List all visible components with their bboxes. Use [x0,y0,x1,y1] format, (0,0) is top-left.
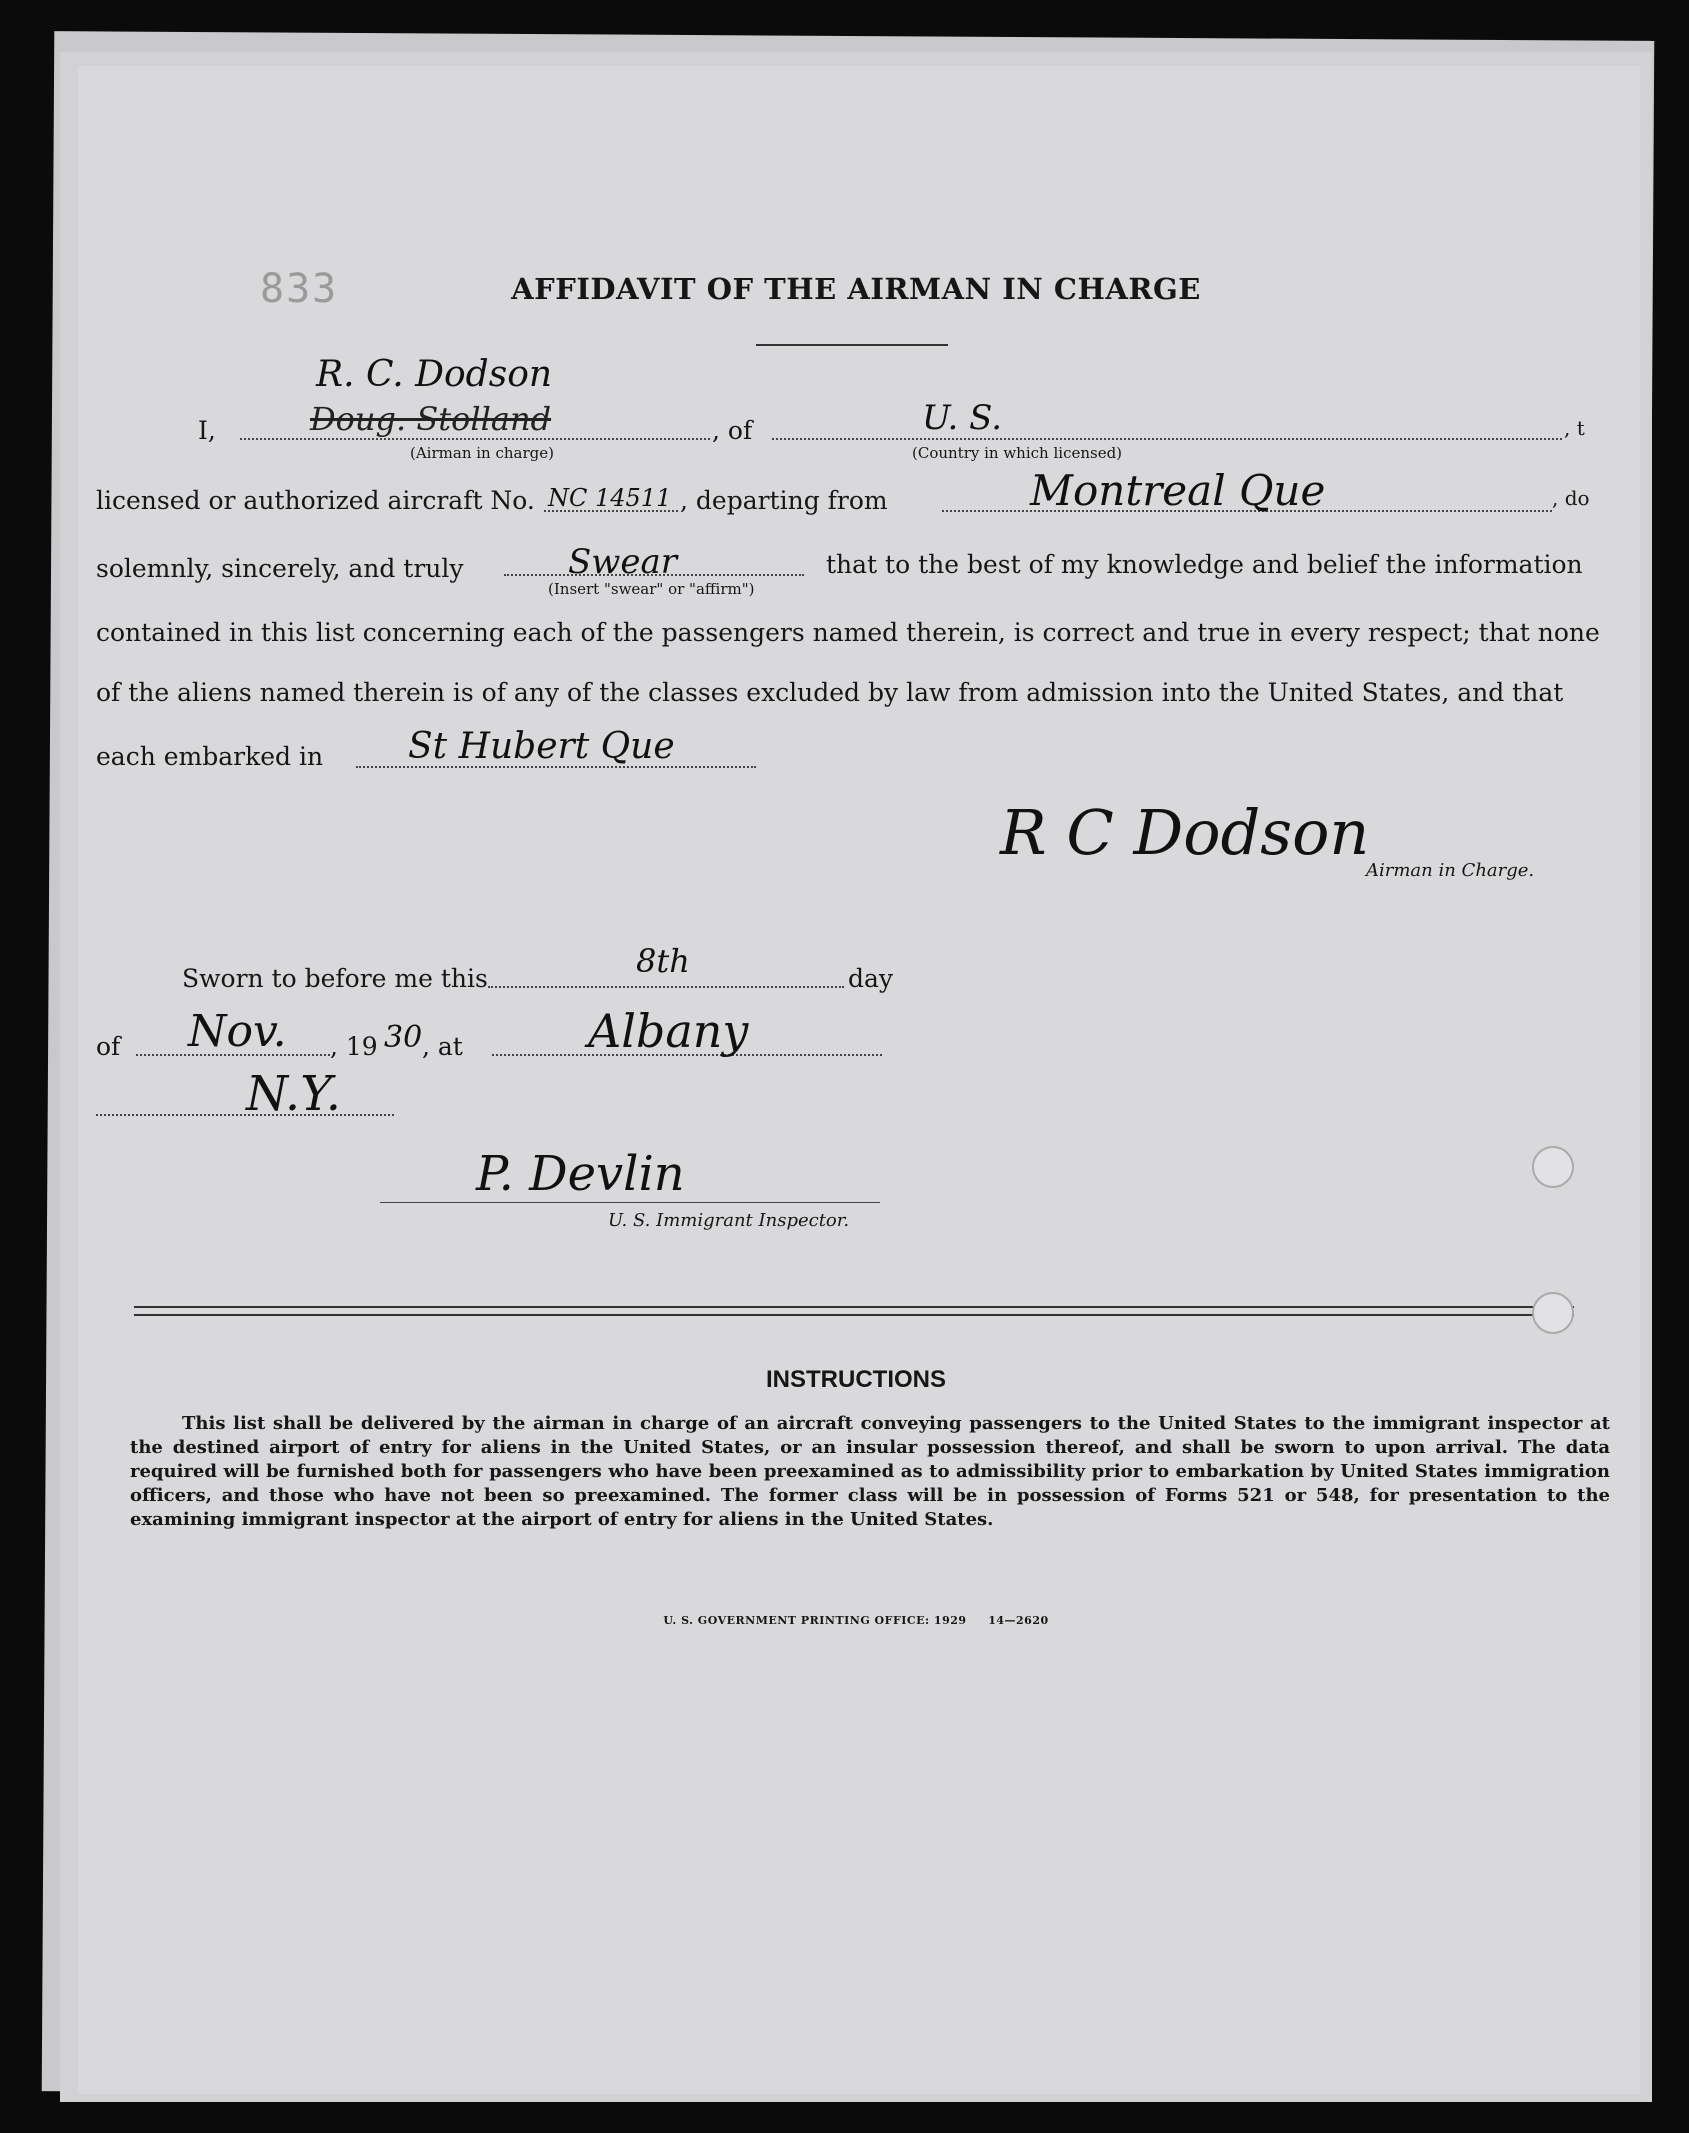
printer-footer [78,1614,1634,1627]
date-of: of [96,1032,121,1061]
line2-mid: , departing from [680,486,888,515]
date-at: , at [422,1032,463,1061]
inspector-signature: P. Devlin [476,1146,685,1202]
line1-suffix: , t [1564,416,1585,440]
handwritten-oath: Swear [568,542,678,582]
title-divider [756,344,948,346]
handwritten-country: U. S. [922,398,1003,438]
handwritten-state: N.Y. [246,1066,341,1122]
state-field[interactable] [96,1114,394,1116]
inspector-label: U. S. Immigrant Inspector. [608,1210,850,1231]
handwritten-day: 8th [636,942,690,980]
line5-text: of the aliens named therein is of any of the classes excluded by law from admission into the United States, and that [96,678,1564,707]
airman-name-field[interactable] [240,438,710,440]
caption-swear: (Insert "swear" or "affirm") [548,580,755,598]
stamp-number: 833 [260,266,339,312]
caption-airman: (Airman in charge) [410,444,554,462]
section-divider [134,1306,1574,1316]
handwritten-place: Albany [588,1004,749,1058]
day-field[interactable] [488,986,844,988]
sworn-prefix: Sworn to before me this [182,964,488,993]
caption-country: (Country in which licensed) [912,444,1123,462]
line1-prefix: I, [198,416,216,445]
line2-suffix: , do [1552,486,1590,510]
instructions-heading: INSTRUCTIONS [766,1366,946,1393]
airman-in-charge-label: Airman in Charge. [1366,860,1535,881]
handwritten-aircraft-number: NC 14511 [548,484,672,512]
airman-signature: R C Dodson [1000,796,1370,869]
struck-name: Doug. Stolland [310,400,552,438]
date-year-prefix: , 19 [330,1032,378,1061]
handwritten-airman-name: R. C. Dodson [316,354,553,395]
line1-mid: , of [712,416,753,445]
handwritten-embarked: St Hubert Que [408,726,675,767]
form-number: 14—2620 [988,1614,1049,1627]
inspector-signature-line [380,1202,880,1203]
printer-name: U. S. GOVERNMENT PRINTING OFFICE: 1929 [663,1614,967,1627]
instructions-body: This list shall be delivered by the airman in charge of an aircraft conveying passengers to the United States to the immigrant inspector at the destined airport of entry for aliens in the United States, or an insular possession thereof, and shall be sworn to upon arrival. The data required will be furnished both for passengers who have been preexamined as to admissibility prior to embarkation by United States immigration officers, and those who have not been so preexamined. The former class will be in possession of Forms 521 or 548, for presentation to the examining immigrant inspector at the airport of entry for aliens in the United States. [130,1413,1610,1530]
line3-prefix: solemnly, sincerely, and truly [96,554,464,583]
punch-hole [1532,1146,1574,1188]
line6-prefix: each embarked in [96,742,324,771]
affidavit-page [78,66,1640,2094]
line3-suffix: that to the best of my knowledge and belief the information [826,550,1583,579]
line2-prefix: licensed or authorized aircraft No. [96,486,535,515]
punch-hole [1532,1292,1574,1334]
handwritten-month: Nov. [188,1006,287,1057]
handwritten-departure: Montreal Que [1030,466,1326,515]
page-title: AFFIDAVIT OF THE AIRMAN IN CHARGE [511,272,1201,306]
country-field[interactable] [772,438,1562,440]
line4-text: contained in this list concerning each of the passengers named therein, is correct and true in every respect; that none [96,618,1600,647]
handwritten-year: 30 [384,1020,423,1055]
sworn-suffix: day [848,964,894,993]
